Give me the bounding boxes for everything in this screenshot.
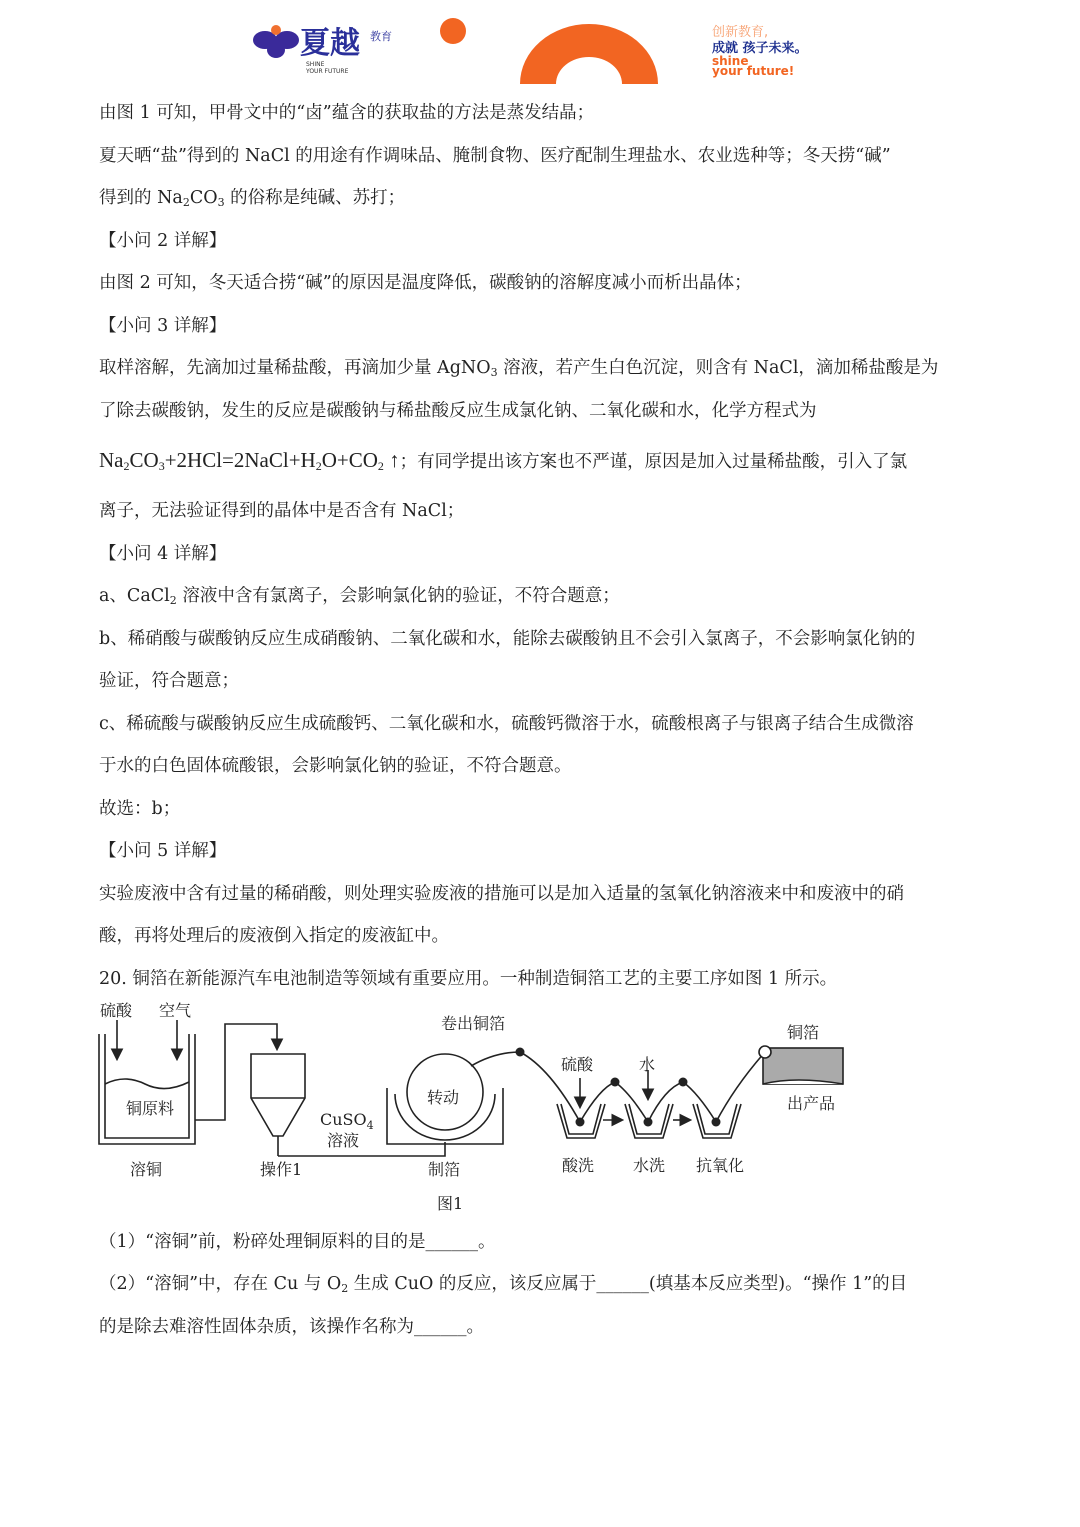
separator-funnel (251, 1054, 305, 1136)
brand-en-1: SHINE (306, 61, 325, 68)
label-step-make: 制箔 (428, 1160, 461, 1179)
question-2-cont: 的是除去难溶性固体杂质，该操作名称为______。 (99, 1317, 484, 1337)
label-copper-foil: 铜箔 (787, 1023, 820, 1042)
paragraph-1: 由图 1 可知，甲骨文中的“卤”蕴含的获取盐的方法是蒸发结晶； (99, 103, 595, 123)
label-roll-out: 卷出铜箔 (441, 1014, 506, 1033)
label-acid2: 硫酸 (561, 1055, 594, 1074)
process-diagram (95, 998, 855, 1220)
label-copper-raw: 铜原料 (126, 1099, 175, 1118)
product-roll (763, 1048, 843, 1084)
label-step-acidwash: 酸洗 (562, 1156, 595, 1175)
paragraph-3: 得到的 $Na_2CO_3$ 的俗称是纯碱、苏打； (99, 188, 406, 209)
label-cuso4: CuSO$_4$ (320, 1110, 374, 1132)
paragraph-6: 了除去碳酸钠，发生的反应是碳酸钠与稀盐酸反应生成氯化钠、二氧化碳和水，化学方程式为 (99, 400, 817, 421)
paragraph-7: 离子，无法验证得到的晶体中是否含有 NaCl； (99, 501, 465, 521)
chemical-equation: $Na_2CO_3+2HCl=2NaCl+H_2O+CO_2$ ↑ (99, 448, 400, 473)
label-rotate: 转动 (427, 1088, 460, 1107)
paragraph-11: c、稀硫酸与碳酸钠反应生成硫酸钙、二氧化碳和水，硫酸钙微溶于水，硫酸根离子与银离子结合生成微溶 (99, 713, 914, 734)
brand-en-2: YOUR FUTURE (306, 68, 349, 75)
heading-q3: 【小问 3 详解】 (99, 315, 227, 336)
slogan-line-3: shine (712, 54, 749, 68)
header-graphics (0, 0, 1080, 90)
flower-logo-icon (253, 25, 299, 58)
orange-dot-icon (440, 18, 466, 44)
paragraph-5: 取样溶解，先滴加过量稀盐酸，再滴加少量 AgNO$_3$ 溶液，若产生白色沉淀，则含有 NaCl，滴加稀盐酸是为 (99, 358, 939, 379)
paragraph-10: 验证，符合题意； (99, 671, 239, 691)
answer-content (99, 92, 989, 1000)
brand-sup: 教育 (370, 30, 392, 43)
paragraph-2: 夏天晒“盐”得到的 NaCl 的用途有作调味品、腌制食物、医疗配制生理盐水、农业选种等；冬天捞“碱” (99, 145, 891, 166)
paragraph-15: 酸，再将处理后的废液倒入指定的废液缸中。 (99, 926, 449, 946)
slogan-line-4: your future! (712, 64, 795, 78)
question-20-stem: 20. 铜箔在新能源汽车电池制造等领域有重要应用。一种制造铜箔工艺的主要工序如图 1 所示。 (99, 968, 838, 989)
paragraph-13: 故选：b； (99, 798, 181, 819)
page-header (0, 0, 1080, 90)
brand-name: 夏越 (300, 26, 360, 61)
label-step-dissolve: 溶铜 (130, 1160, 163, 1179)
paragraph-8: a、CaCl$_2$ 溶液中含有氯离子，会影响氯化钠的验证，不符合题意； (99, 586, 620, 607)
heading-q5: 【小问 5 详解】 (99, 841, 227, 861)
label-step-waterwash: 水洗 (633, 1156, 666, 1175)
paragraph-14: 实验废液中含有过量的稀硝酸，则处理实验废液的措施可以是加入适量的氢氧化钠溶液来中和废液中的硝 (99, 883, 904, 904)
heading-q4: 【小问 4 详解】 (99, 543, 227, 564)
label-step-antiox: 抗氧化 (696, 1156, 745, 1175)
label-solution: 溶液 (327, 1131, 360, 1150)
slogan-line-2: 成就 孩子未来。 (712, 41, 808, 56)
question-2: （2）“溶铜”中，存在 Cu 与 $O_2$ 生成 CuO 的反应，该反应属于______(填基本反应类型)。“操作 1”的目 (99, 1274, 908, 1295)
label-water: 水 (639, 1055, 656, 1074)
question-1: （1）“溶铜”前，粉碎处理铜原料的目的是______。 (99, 1232, 496, 1252)
label-sulfuric-acid: 硫酸 (100, 1001, 133, 1020)
paragraph-12: 于水的白色固体硫酸银，会影响氯化钠的验证，不符合题意。 (99, 756, 572, 776)
label-step-op1: 操作1 (260, 1160, 303, 1179)
orange-arch-icon (520, 24, 658, 84)
label-product: 出产品 (787, 1094, 836, 1113)
label-air: 空气 (159, 1001, 192, 1020)
dissolve-tank (99, 1034, 195, 1144)
heading-q2: 【小问 2 详解】 (99, 230, 227, 251)
paragraph-4: 由图 2 可知，冬天适合捞“碱”的原因是温度降低，碳酸钠的溶解度减小而析出晶体； (99, 273, 752, 293)
figure-caption: 图1 (437, 1194, 464, 1213)
slogan-line-1: 创新教育, (712, 25, 769, 40)
paragraph-9: b、稀硝酸与碳酸钠反应生成硝酸钠、二氧化碳和水，能除去碳酸钠且不会引入氯离子，不会影响氯化钠的 (99, 628, 916, 649)
equation-line: $Na_2CO_3+2HCl=2NaCl+H_2O+CO_2$ ↑；有同学提出该方案也不严谨，原因是加入过量稀盐酸，引入了氯 (99, 448, 908, 473)
